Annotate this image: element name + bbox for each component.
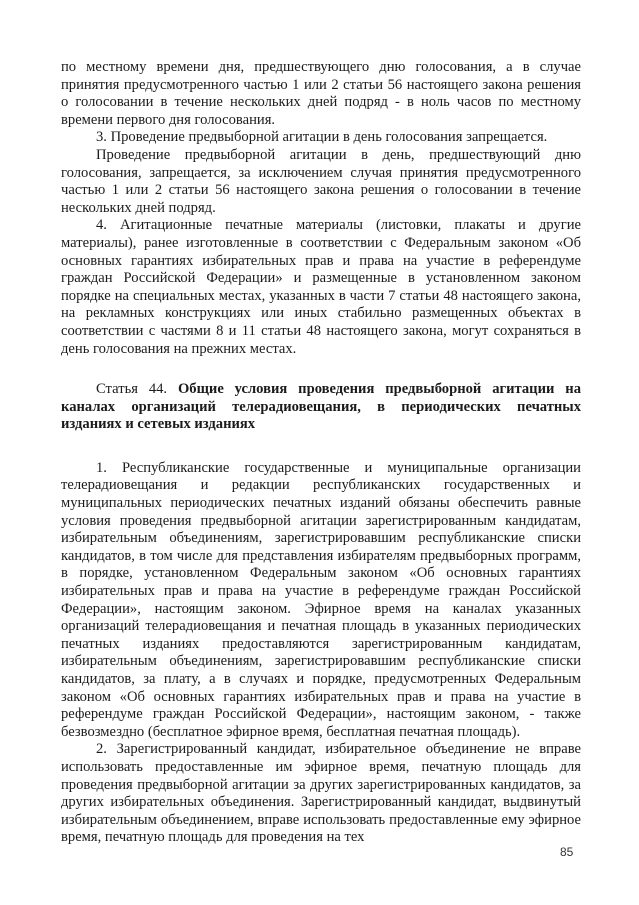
paragraph-article-44-item-1: 1. Республиканские государственные и муниципальные организации телерадиовещания и редакции республиканских государственных и муниципальных периодических печатных изданий обязаны обеспечить равные условия проведения предвыборной агитации зарегистрированным кандидатам, избирательным объединениям, зарегистрировавшим республиканские списки кандидатов, в том числе для представления избирателям предвыборных программ, в порядке, установленном Федеральным законом «Об основных гарантиях избирательных прав и права на участие в референдуме граждан Российской Федерации», настоящим законом. Эфирное время на каналах указанных организаций телерадиовещания и печатная площадь в указанных периодических печатных изданиях предоставляются зарегистрированным кандидатам, избирательным объединениям, зарегистрировавшим республиканские списки кандидатов, за плату, а в случаях и порядке, предусмотренных Федеральным законом «Об основных гарантиях избирательных прав и права на участие в референдуме граждан Российской Федерации», настоящим законом, - также безвозмездно (бесплатное эфирное время, бесплатная печатная площадь).	[61, 459, 581, 740]
paragraph-item-3: 3. Проведение предвыборной агитации в день голосования запрещается.	[96, 129, 548, 146]
paragraph-article-44-item-2: 2. Зарегистрированный кандидат, избирательное объединение не вправе использовать предоставленные им эфирное время, печатную площадь для проведения предвыборной агитации за других зарегистрированных кандидатов, за других избирательных объединения. Зарегистрированный кандидат, выдвинутый избирательным объединением, вправе использовать предоставленные ему эфирное время, печатную площадь для проведения на тех	[61, 741, 581, 846]
paragraph-item-3-continuation: Проведение предвыборной агитации в день, предшествующий дню голосования, запрещается, за исключением случая принятия предусмотренного частью 1 или 2 статьи 56 настоящего закона решения о голосовании в течение нескольких дней подряд.	[61, 146, 581, 216]
paragraph-continuation: по местному времени дня, предшествующего дню голосования, а в случае принятия предусмотренного частью 1 или 2 статьи 56 настоящего закона решения о голосовании в течение нескольких дней подряд - в ноль часов по местному времени первого дня голосования.	[61, 59, 581, 128]
spacer	[61, 434, 581, 460]
spacer	[61, 358, 581, 381]
page-number: 85	[560, 845, 574, 859]
document-body	[61, 59, 581, 847]
article-heading	[61, 381, 581, 434]
article-label: Статья 44.	[96, 381, 168, 398]
paragraph-item-4: 4. Агитационные печатные материалы (листовки, плакаты и другие материалы), ранее изготовленные в соответствии с Федеральным законом «Об основных гарантиях избирательных прав и права на участие в референдуме граждан Российской Федерации» и размещенные в установленном законом порядке на специальных местах, указанных в части 7 статьи 48 настоящего закона, на рекламных конструкциях или иных стабильно размещенных объектах в соответствии с частями 8 и 11 статьи 48 настоящего закона, могут сохраняться в день голосования на прежних местах.	[61, 217, 581, 357]
article-title: Общие условия проведения предвыборной агитации на каналах организаций телерадиовещания, в периодических печатных изданиях и сетевых изданиях	[61, 381, 581, 433]
